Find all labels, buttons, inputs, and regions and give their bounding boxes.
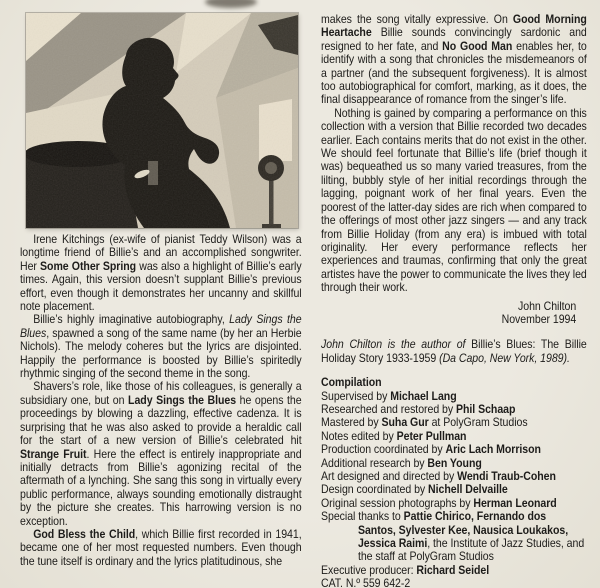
paragraph xyxy=(321,577,587,588)
paragraph xyxy=(321,443,587,456)
bold-text: Peter Pullman xyxy=(396,428,467,443)
paragraph xyxy=(20,528,302,568)
text-run: Additional research by xyxy=(321,455,428,470)
credits-block xyxy=(321,376,587,588)
text-run: Original session photographs by xyxy=(321,495,474,510)
text-run: Executive producer: xyxy=(321,562,417,577)
text-run: Supervised by xyxy=(321,388,391,403)
bold-text: Aric Lach Morrison xyxy=(445,442,541,457)
paragraph xyxy=(321,430,587,443)
italic-text: Lady Sings the Blues xyxy=(20,312,302,340)
text-run: November 1994 xyxy=(501,311,577,326)
paragraph xyxy=(321,300,576,313)
text-run: at PolyGram Studios xyxy=(428,415,528,430)
paragraph xyxy=(321,390,587,403)
paragraph xyxy=(321,403,587,416)
right-column-body xyxy=(321,13,587,295)
text-run: he opens the proceedings by blowing a dazzling, effective cadenza. It is surprising that he was also asked to provide a heraldic call for the start of a new version of Billie’s celebrated hit xyxy=(20,392,302,448)
text-run: makes the song vitally expressive. On xyxy=(321,12,513,26)
text-run: Art designed and directed by xyxy=(321,469,458,483)
text-run: was also a highlight of Billie’s early times. Again, this version doesn’t supplant Billie’s previous effort, even though it demonstrates her uncanny and skillful note placement. xyxy=(20,258,302,314)
bold-text: Compilation xyxy=(321,375,382,390)
billie-holiday-photo xyxy=(26,13,298,228)
paragraph xyxy=(20,380,302,527)
paragraph xyxy=(321,376,587,389)
bold-text: Michael Lang xyxy=(390,388,457,403)
bold-text: No Good Man xyxy=(442,38,513,53)
bold-text: Good Morning Heartache xyxy=(321,12,587,40)
paragraph xyxy=(321,470,587,483)
italic-text: (Da Capo, New York, 1989). xyxy=(439,350,570,365)
bold-text: Pattie Chirico, Fernando dos Santos, Sylvester Kee, Nausica Loukakos, Jessica Raimi xyxy=(357,509,569,551)
photo-artwork xyxy=(26,13,298,228)
text-run: , which Billie first recorded in 1941, became one of her most requested numbers. Even though the tune itself is ordinary and the lyrics platitudinous, she xyxy=(20,526,302,568)
text-run: Researched and restored by xyxy=(321,401,457,416)
bold-text: Richard Seidel xyxy=(416,562,490,577)
paragraph xyxy=(321,338,587,365)
author-note xyxy=(321,338,587,365)
text-run: Special thanks to xyxy=(321,509,404,524)
bold-text: Suha Gur xyxy=(381,415,429,430)
bold-text: Ben Young xyxy=(427,455,482,470)
right-column xyxy=(321,13,587,588)
paragraph xyxy=(321,510,587,564)
text-run: . Here the effect is entirely inappropriate and initially detracts from Billie’s agonizing recital of the aftermath of a lynching. She sang this song in virtually every public performance, always sounding emotionally distraught by the picture she creates. This harrowing version is no exception. xyxy=(20,446,302,528)
text-run: CAT. N.º 559 642-2 xyxy=(321,576,411,588)
italic-text: John Chilton is the author of xyxy=(321,337,466,352)
paragraph xyxy=(321,457,587,470)
text-run: Notes edited by xyxy=(321,428,397,443)
left-column xyxy=(20,233,302,568)
text-run: Production coordinated by xyxy=(321,442,446,457)
paragraph xyxy=(321,483,587,496)
text-run: Design coordinated by xyxy=(321,482,429,497)
paragraph xyxy=(321,313,576,326)
text-run: enables her, to identify with a song that chronicles the misdemeanors of a partner (and the subsequent forgiveness). It is almost too autobiographical for comfort, marking, as it does, the final disappearance of romance from the singer’s life. xyxy=(321,38,587,107)
byline xyxy=(321,300,587,327)
paragraph xyxy=(321,13,587,107)
text-run: John Chilton xyxy=(518,298,577,313)
text-run: , spawned a song of the same name (by her an Herbie Nichols). The melody coheres but the lyrics are disjointed. Happily the performance is boosted by Billie’s spiritedly rhythmic singing of the second theme in the song. xyxy=(20,325,302,381)
text-run: Irene Kitchings (ex-wife of pianist Teddy Wilson) was a longtime friend of Billie’s and an accomplished songwriter. Her xyxy=(20,232,302,273)
bold-text: Some Other Spring xyxy=(40,258,137,273)
paragraph xyxy=(321,416,587,429)
paragraph xyxy=(321,564,587,577)
text-run: Billie’s Blues: The Billie Holiday Story 1933-1959 xyxy=(321,337,587,365)
bold-text: Lady Sings the Blues xyxy=(128,392,237,407)
text-run: Billie’s highly imaginative autobiography, xyxy=(33,312,230,327)
bold-text: Herman Leonard xyxy=(473,495,557,510)
bold-text: Nichell Delvaille xyxy=(428,482,508,497)
bold-text: God Bless the Child xyxy=(33,526,136,541)
text-run: Mastered by xyxy=(321,415,382,430)
bold-text: Phil Schaap xyxy=(456,401,516,416)
paragraph xyxy=(20,233,302,313)
paragraph xyxy=(321,497,587,510)
bold-text: Strange Fruit xyxy=(20,446,87,461)
scan-artifact xyxy=(205,0,257,8)
text-run: Billie sounds convincingly sardonic and resigned to her fate, and xyxy=(321,25,587,53)
text-run: Shavers’s role, like those of his colleagues, is generally a subsidiary one, but on xyxy=(20,379,302,407)
bold-text: Wendi Traub-Cohen xyxy=(457,469,556,483)
text-run: Nothing is gained by comparing a performance on this collection with a version that Billie recorded two decades earlier. Each contains merits that do not exist in the other. We should feel fortunate that Billie’s life (brief though it was) bequeathed us so many varied treasures, from the lilting, bubbly style of her initial recordings through the lagging, poignant work of her final years. Even the poorest of the latter-day sides are rich when compared to the offerings of most other jazz singers — and any track from Billie Holiday (from any era) is imbued with total originality. Her every performance reflects her experiences and traumas, confirming that only the great artistes have the power to communicate the lives they led through their work. xyxy=(321,105,587,295)
text-run: , the Institute of Jazz Studies, and the staff at PolyGram Studios xyxy=(357,536,585,564)
paragraph xyxy=(20,313,302,380)
paragraph xyxy=(321,107,587,295)
